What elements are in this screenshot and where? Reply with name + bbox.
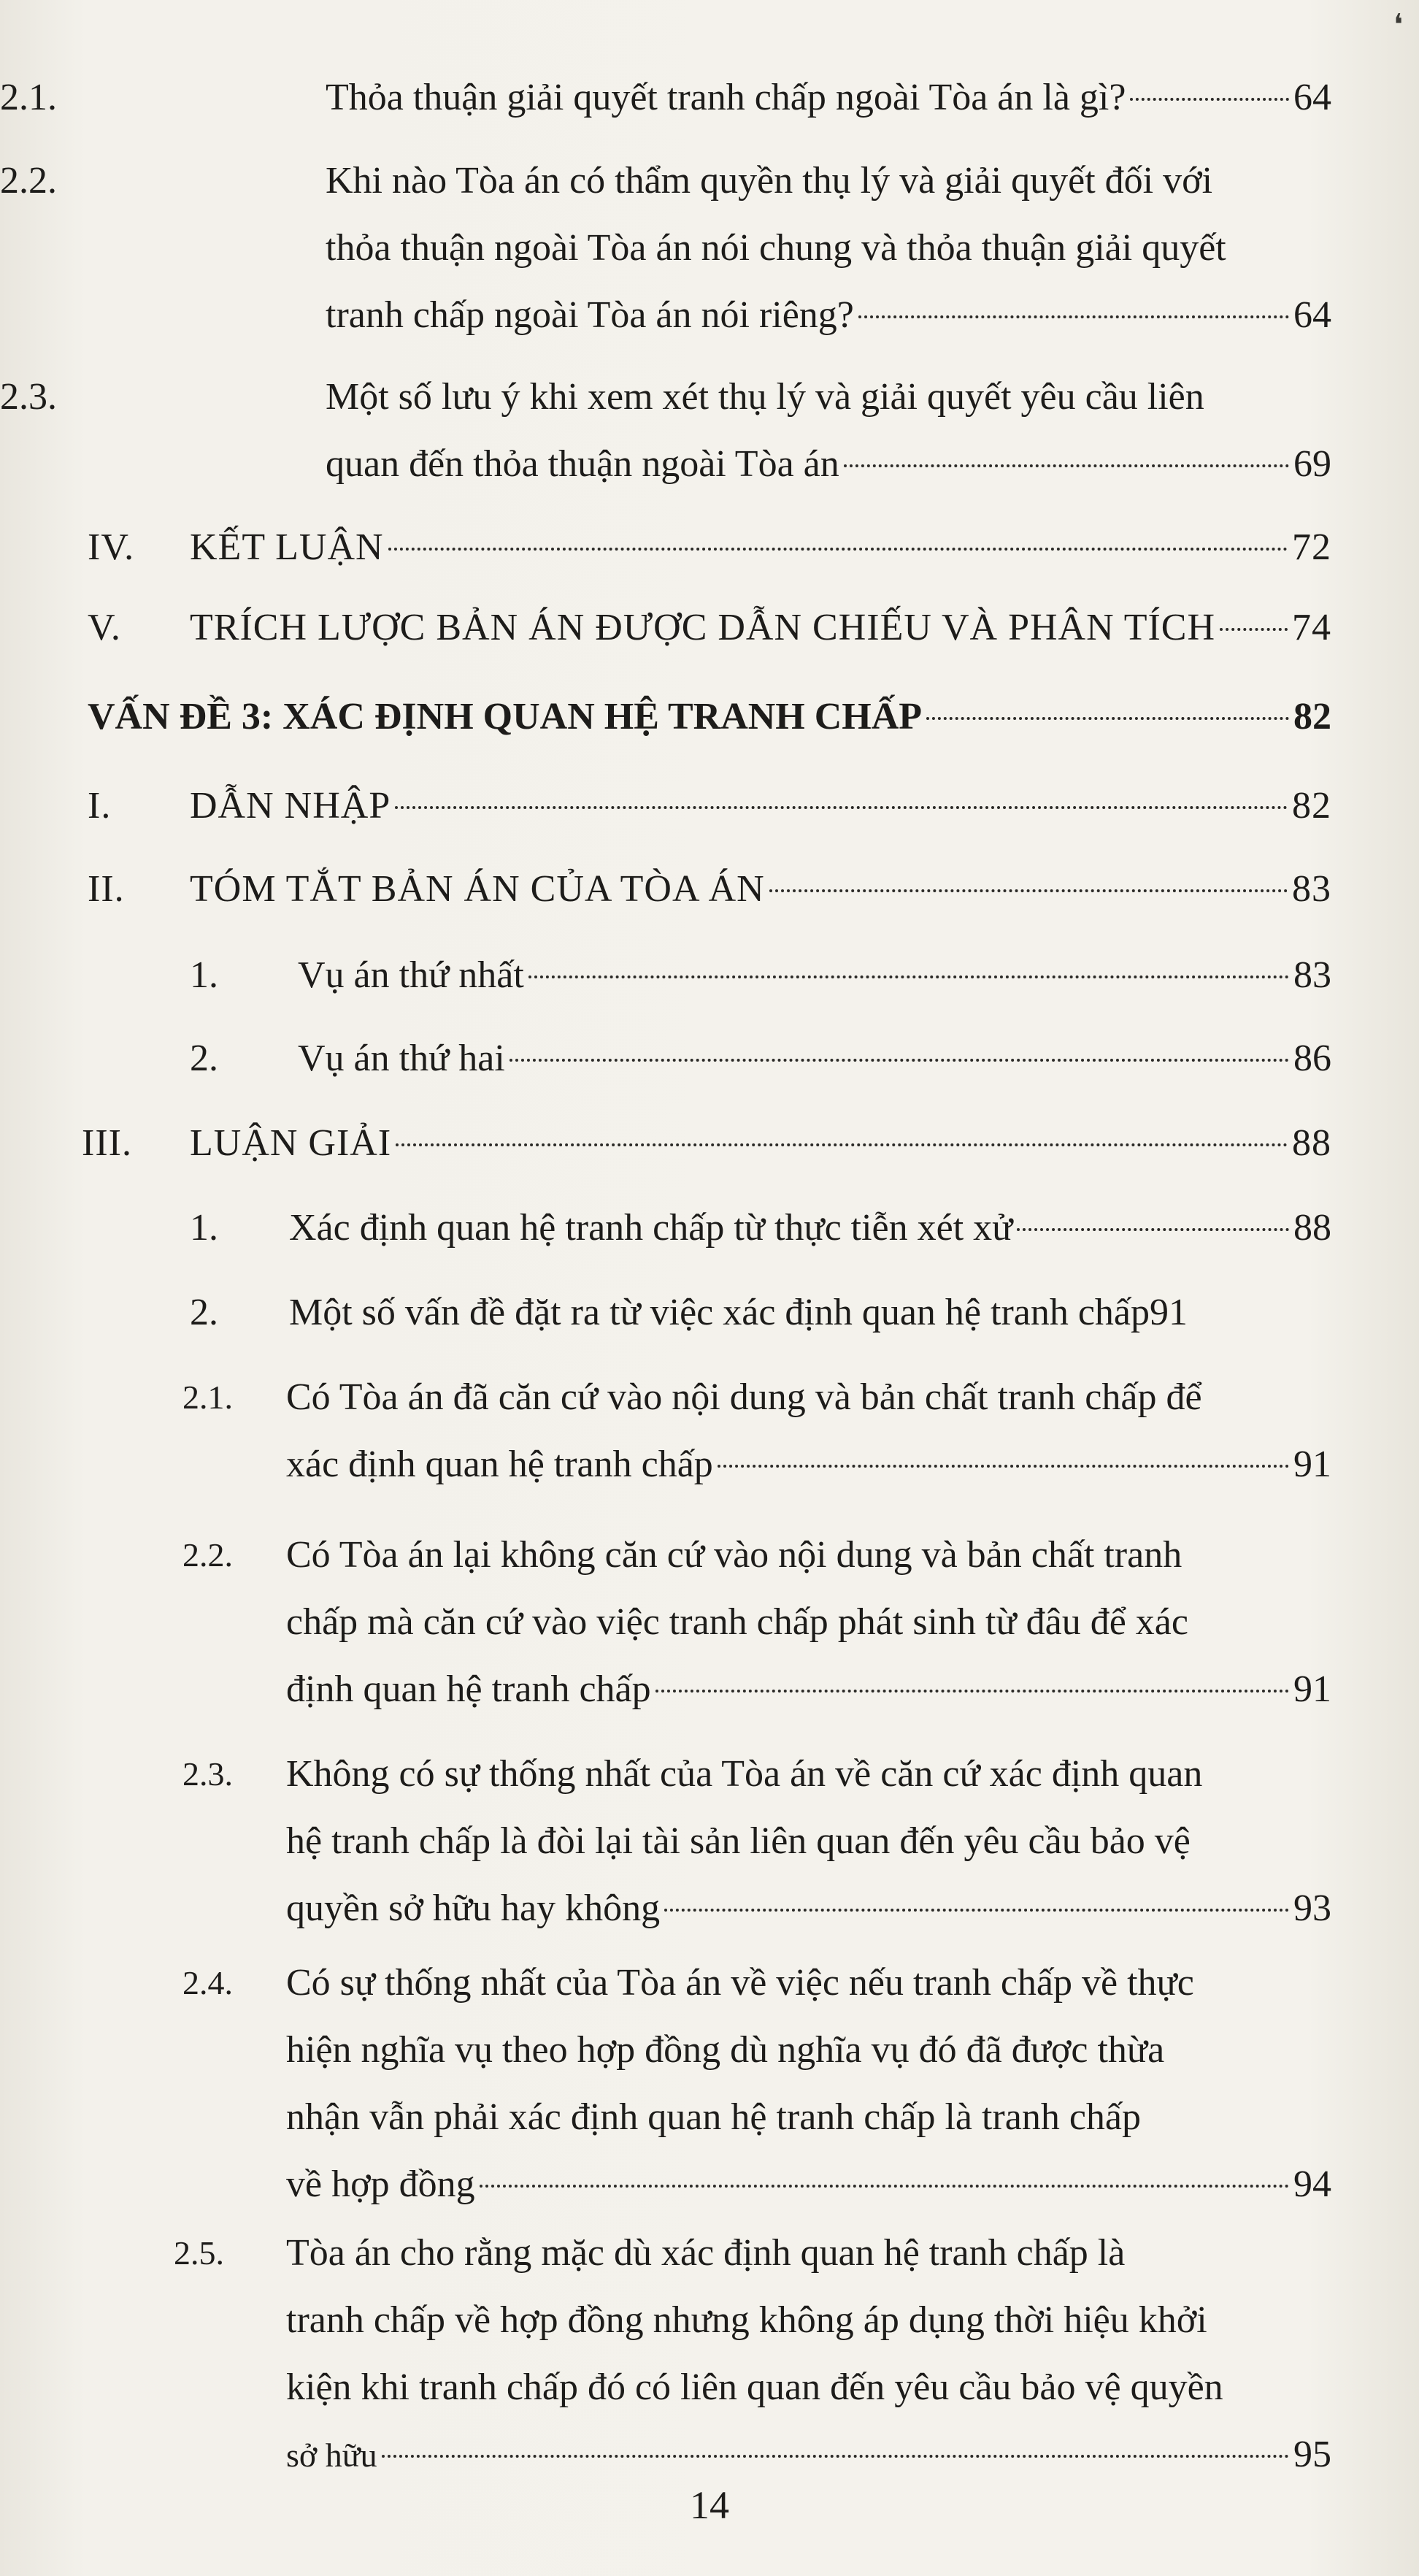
section-title: VẤN ĐỀ 3: XÁC ĐỊNH QUAN HỆ TRANH CHẤP bbox=[88, 696, 923, 737]
entry-line bbox=[289, 1279, 1331, 1346]
entry-line bbox=[286, 1656, 1331, 1723]
entry-line bbox=[298, 942, 1331, 1009]
entry-number: V. bbox=[88, 607, 121, 648]
entry-line bbox=[190, 514, 1331, 581]
entry-line bbox=[286, 1589, 1331, 1656]
entry-line bbox=[326, 64, 1331, 131]
entry-number: 2.3. bbox=[0, 376, 57, 418]
entry-title-line: về hợp đồng bbox=[286, 2163, 475, 2205]
entry-line bbox=[326, 147, 1331, 215]
entry-number: 1. bbox=[190, 954, 218, 996]
entry-line bbox=[326, 431, 1331, 498]
entry-title-line: hiện nghĩa vụ theo hợp đồng dù nghĩa vụ đó đã được thừa bbox=[286, 2029, 1165, 2071]
entry-page: 88 bbox=[1292, 1122, 1331, 1164]
dot-leader bbox=[655, 1690, 1289, 1693]
entry-page: 69 bbox=[1293, 443, 1331, 485]
dot-leader bbox=[480, 2185, 1289, 2188]
entry-page: 88 bbox=[1293, 1207, 1331, 1249]
entry-page: 64 bbox=[1293, 77, 1331, 118]
dot-leader bbox=[382, 2455, 1289, 2458]
entry-line bbox=[286, 1950, 1331, 2017]
entry-title-line: chấp mà căn cứ vào việc tranh chấp phát sinh từ đâu để xác bbox=[286, 1601, 1188, 1643]
entry-title-line: định quan hệ tranh chấp bbox=[286, 1668, 651, 1710]
entry-page: 72 bbox=[1292, 526, 1331, 568]
dot-leader bbox=[718, 1465, 1289, 1468]
entry-page: 91 bbox=[1293, 1668, 1331, 1710]
toc-entry-case-1 bbox=[190, 942, 1331, 1009]
entry-title-line: sở hữu bbox=[286, 2437, 377, 2474]
entry-title-line: tranh chấp về hợp đồng nhưng không áp dụng thời hiệu khởi bbox=[286, 2299, 1207, 2341]
entry-title: KẾT LUẬN bbox=[190, 526, 384, 568]
entry-line bbox=[289, 1195, 1331, 1262]
entry-number: 2.4. bbox=[182, 1964, 233, 2001]
entry-title: TÓM TẮT BẢN ÁN CỦA TÒA ÁN bbox=[190, 868, 765, 910]
entry-title-line: Tòa án cho rằng mặc dù xác định quan hệ tranh chấp là bbox=[286, 2232, 1126, 2274]
entry-page: 82 bbox=[1292, 785, 1331, 827]
entry-number: I. bbox=[88, 785, 112, 827]
entry-number: 2.5. bbox=[174, 2234, 224, 2272]
toc-entry-ii bbox=[88, 856, 1331, 923]
toc-entry-iii-2-3 bbox=[182, 1741, 1331, 1942]
entry-line bbox=[286, 2151, 1331, 2218]
dot-leader bbox=[396, 1143, 1288, 1146]
toc-entry-2-3 bbox=[0, 364, 1331, 498]
dot-leader bbox=[395, 806, 1288, 809]
entry-number: 2.2. bbox=[182, 1536, 233, 1573]
toc-section-heading bbox=[88, 683, 1331, 751]
entry-number: III. bbox=[82, 1122, 132, 1164]
entry-line bbox=[286, 2017, 1331, 2084]
toc-entry-i bbox=[88, 773, 1331, 840]
entry-page: 82 bbox=[1293, 696, 1331, 737]
entry-title: LUẬN GIẢI bbox=[190, 1122, 392, 1164]
dot-leader bbox=[1220, 628, 1288, 631]
dot-leader bbox=[509, 1059, 1289, 1062]
dot-leader bbox=[1017, 1228, 1289, 1231]
entry-page: 93 bbox=[1293, 1887, 1331, 1929]
dot-leader bbox=[664, 1909, 1289, 1912]
entry-title-line: nhận vẫn phải xác định quan hệ tranh chấp là tranh chấp bbox=[286, 2096, 1141, 2138]
entry-page: 91 bbox=[1293, 1444, 1331, 1485]
entry-number: 2.3. bbox=[182, 1755, 233, 1793]
dot-leader bbox=[844, 464, 1289, 467]
entry-page: 94 bbox=[1293, 2163, 1331, 2205]
entry-title-line: Một số lưu ý khi xem xét thụ lý và giải quyết yêu cầu liên bbox=[326, 376, 1204, 418]
entry-line bbox=[286, 1522, 1331, 1589]
entry-page: 86 bbox=[1293, 1038, 1331, 1079]
entry-line bbox=[190, 594, 1331, 662]
entry-page: 95 bbox=[1293, 2434, 1331, 2475]
toc-entry-iii-2-5 bbox=[174, 2220, 1331, 2488]
toc-entry-iii-1 bbox=[190, 1195, 1331, 1262]
toc-entry-2-2 bbox=[0, 147, 1331, 349]
dot-leader bbox=[388, 548, 1288, 551]
entry-line bbox=[286, 2354, 1331, 2421]
entry-line bbox=[190, 1110, 1331, 1177]
entry-title: Xác định quan hệ tranh chấp từ thực tiễn xét xử bbox=[289, 1207, 1013, 1249]
entry-line bbox=[286, 2084, 1331, 2151]
entry-title-line: xác định quan hệ tranh chấp bbox=[286, 1444, 713, 1485]
entry-number: 2. bbox=[190, 1292, 218, 1333]
entry-title-line: quyền sở hữu hay không bbox=[286, 1887, 661, 1929]
dot-leader bbox=[769, 889, 1288, 892]
entry-title-line: Có Tòa án đã căn cứ vào nội dung và bản chất tranh chấp để bbox=[286, 1376, 1202, 1418]
entry-number: 2.1. bbox=[182, 1379, 233, 1416]
toc-entry-iii bbox=[82, 1110, 1331, 1177]
entry-title: Một số vấn đề đặt ra từ việc xác định quan hệ tranh chấp bbox=[289, 1292, 1150, 1333]
page-number: 14 bbox=[690, 2483, 729, 2527]
entry-title-line: kiện khi tranh chấp đó có liên quan đến yêu cầu bảo vệ quyền bbox=[286, 2366, 1223, 2408]
entry-page: 83 bbox=[1293, 954, 1331, 996]
entry-page: 91 bbox=[1150, 1292, 1188, 1333]
toc-entry-2-1 bbox=[0, 64, 1331, 131]
dot-leader bbox=[858, 315, 1289, 318]
entry-number: II. bbox=[88, 868, 125, 910]
entry-line bbox=[326, 364, 1331, 431]
entry-number: 1. bbox=[190, 1207, 218, 1249]
entry-line bbox=[286, 1875, 1331, 1942]
entry-title: TRÍCH LƯỢC BẢN ÁN ĐƯỢC DẪN CHIẾU VÀ PHÂN TÍCH bbox=[190, 607, 1216, 648]
entry-line bbox=[286, 2421, 1331, 2488]
toc-entry-iii-2-1 bbox=[182, 1364, 1331, 1498]
entry-title-line: Không có sự thống nhất của Tòa án về căn cứ xác định quan bbox=[286, 1753, 1203, 1795]
entry-line bbox=[190, 773, 1331, 840]
entry-page: 74 bbox=[1292, 607, 1331, 648]
dot-leader bbox=[528, 975, 1289, 978]
entry-page: 83 bbox=[1292, 868, 1331, 910]
corner-mark: ❛ bbox=[1393, 8, 1403, 41]
entry-title-line: Có Tòa án lại không căn cứ vào nội dung và bản chất tranh bbox=[286, 1534, 1182, 1576]
entry-title-line: hệ tranh chấp là đòi lại tài sản liên quan đến yêu cầu bảo vệ bbox=[286, 1820, 1191, 1862]
entry-line bbox=[88, 683, 1331, 751]
toc-entry-iii-2 bbox=[190, 1279, 1331, 1346]
toc-entry-v bbox=[88, 594, 1331, 662]
entry-title-line: thỏa thuận ngoài Tòa án nói chung và thỏa thuận giải quyết bbox=[326, 227, 1226, 269]
dot-leader bbox=[1130, 98, 1289, 101]
toc-entry-iii-2-2 bbox=[182, 1522, 1331, 1723]
entry-line bbox=[298, 1025, 1331, 1092]
entry-title: DẪN NHẬP bbox=[190, 785, 391, 827]
entry-line bbox=[286, 1431, 1331, 1498]
entry-line bbox=[326, 282, 1331, 349]
entry-title-line: Có sự thống nhất của Tòa án về việc nếu tranh chấp về thực bbox=[286, 1962, 1194, 2004]
toc-entry-iv bbox=[88, 514, 1331, 581]
entry-line bbox=[190, 856, 1331, 923]
entry-title: Vụ án thứ hai bbox=[298, 1038, 505, 1079]
entry-line bbox=[286, 2220, 1331, 2287]
entry-line bbox=[326, 215, 1331, 282]
entry-line bbox=[286, 1364, 1331, 1431]
entry-page: 64 bbox=[1293, 294, 1331, 336]
toc-entry-iii-2-4 bbox=[182, 1950, 1331, 2218]
entry-line bbox=[286, 1808, 1331, 1875]
entry-number: 2. bbox=[190, 1038, 218, 1079]
dot-leader bbox=[926, 717, 1289, 720]
entry-title: Vụ án thứ nhất bbox=[298, 954, 524, 996]
entry-line bbox=[286, 2287, 1331, 2354]
entry-line bbox=[286, 1741, 1331, 1808]
entry-title-line: Khi nào Tòa án có thẩm quyền thụ lý và giải quyết đối với bbox=[326, 160, 1213, 202]
entry-number: 2.1. bbox=[0, 77, 57, 118]
entry-title: Thỏa thuận giải quyết tranh chấp ngoài Tòa án là gì? bbox=[326, 77, 1126, 118]
entry-number: 2.2. bbox=[0, 160, 57, 202]
entry-title-line: tranh chấp ngoài Tòa án nói riêng? bbox=[326, 294, 854, 336]
toc-entry-case-2 bbox=[190, 1025, 1331, 1092]
entry-title-line: quan đến thỏa thuận ngoài Tòa án bbox=[326, 443, 839, 485]
entry-number: IV. bbox=[88, 526, 135, 568]
